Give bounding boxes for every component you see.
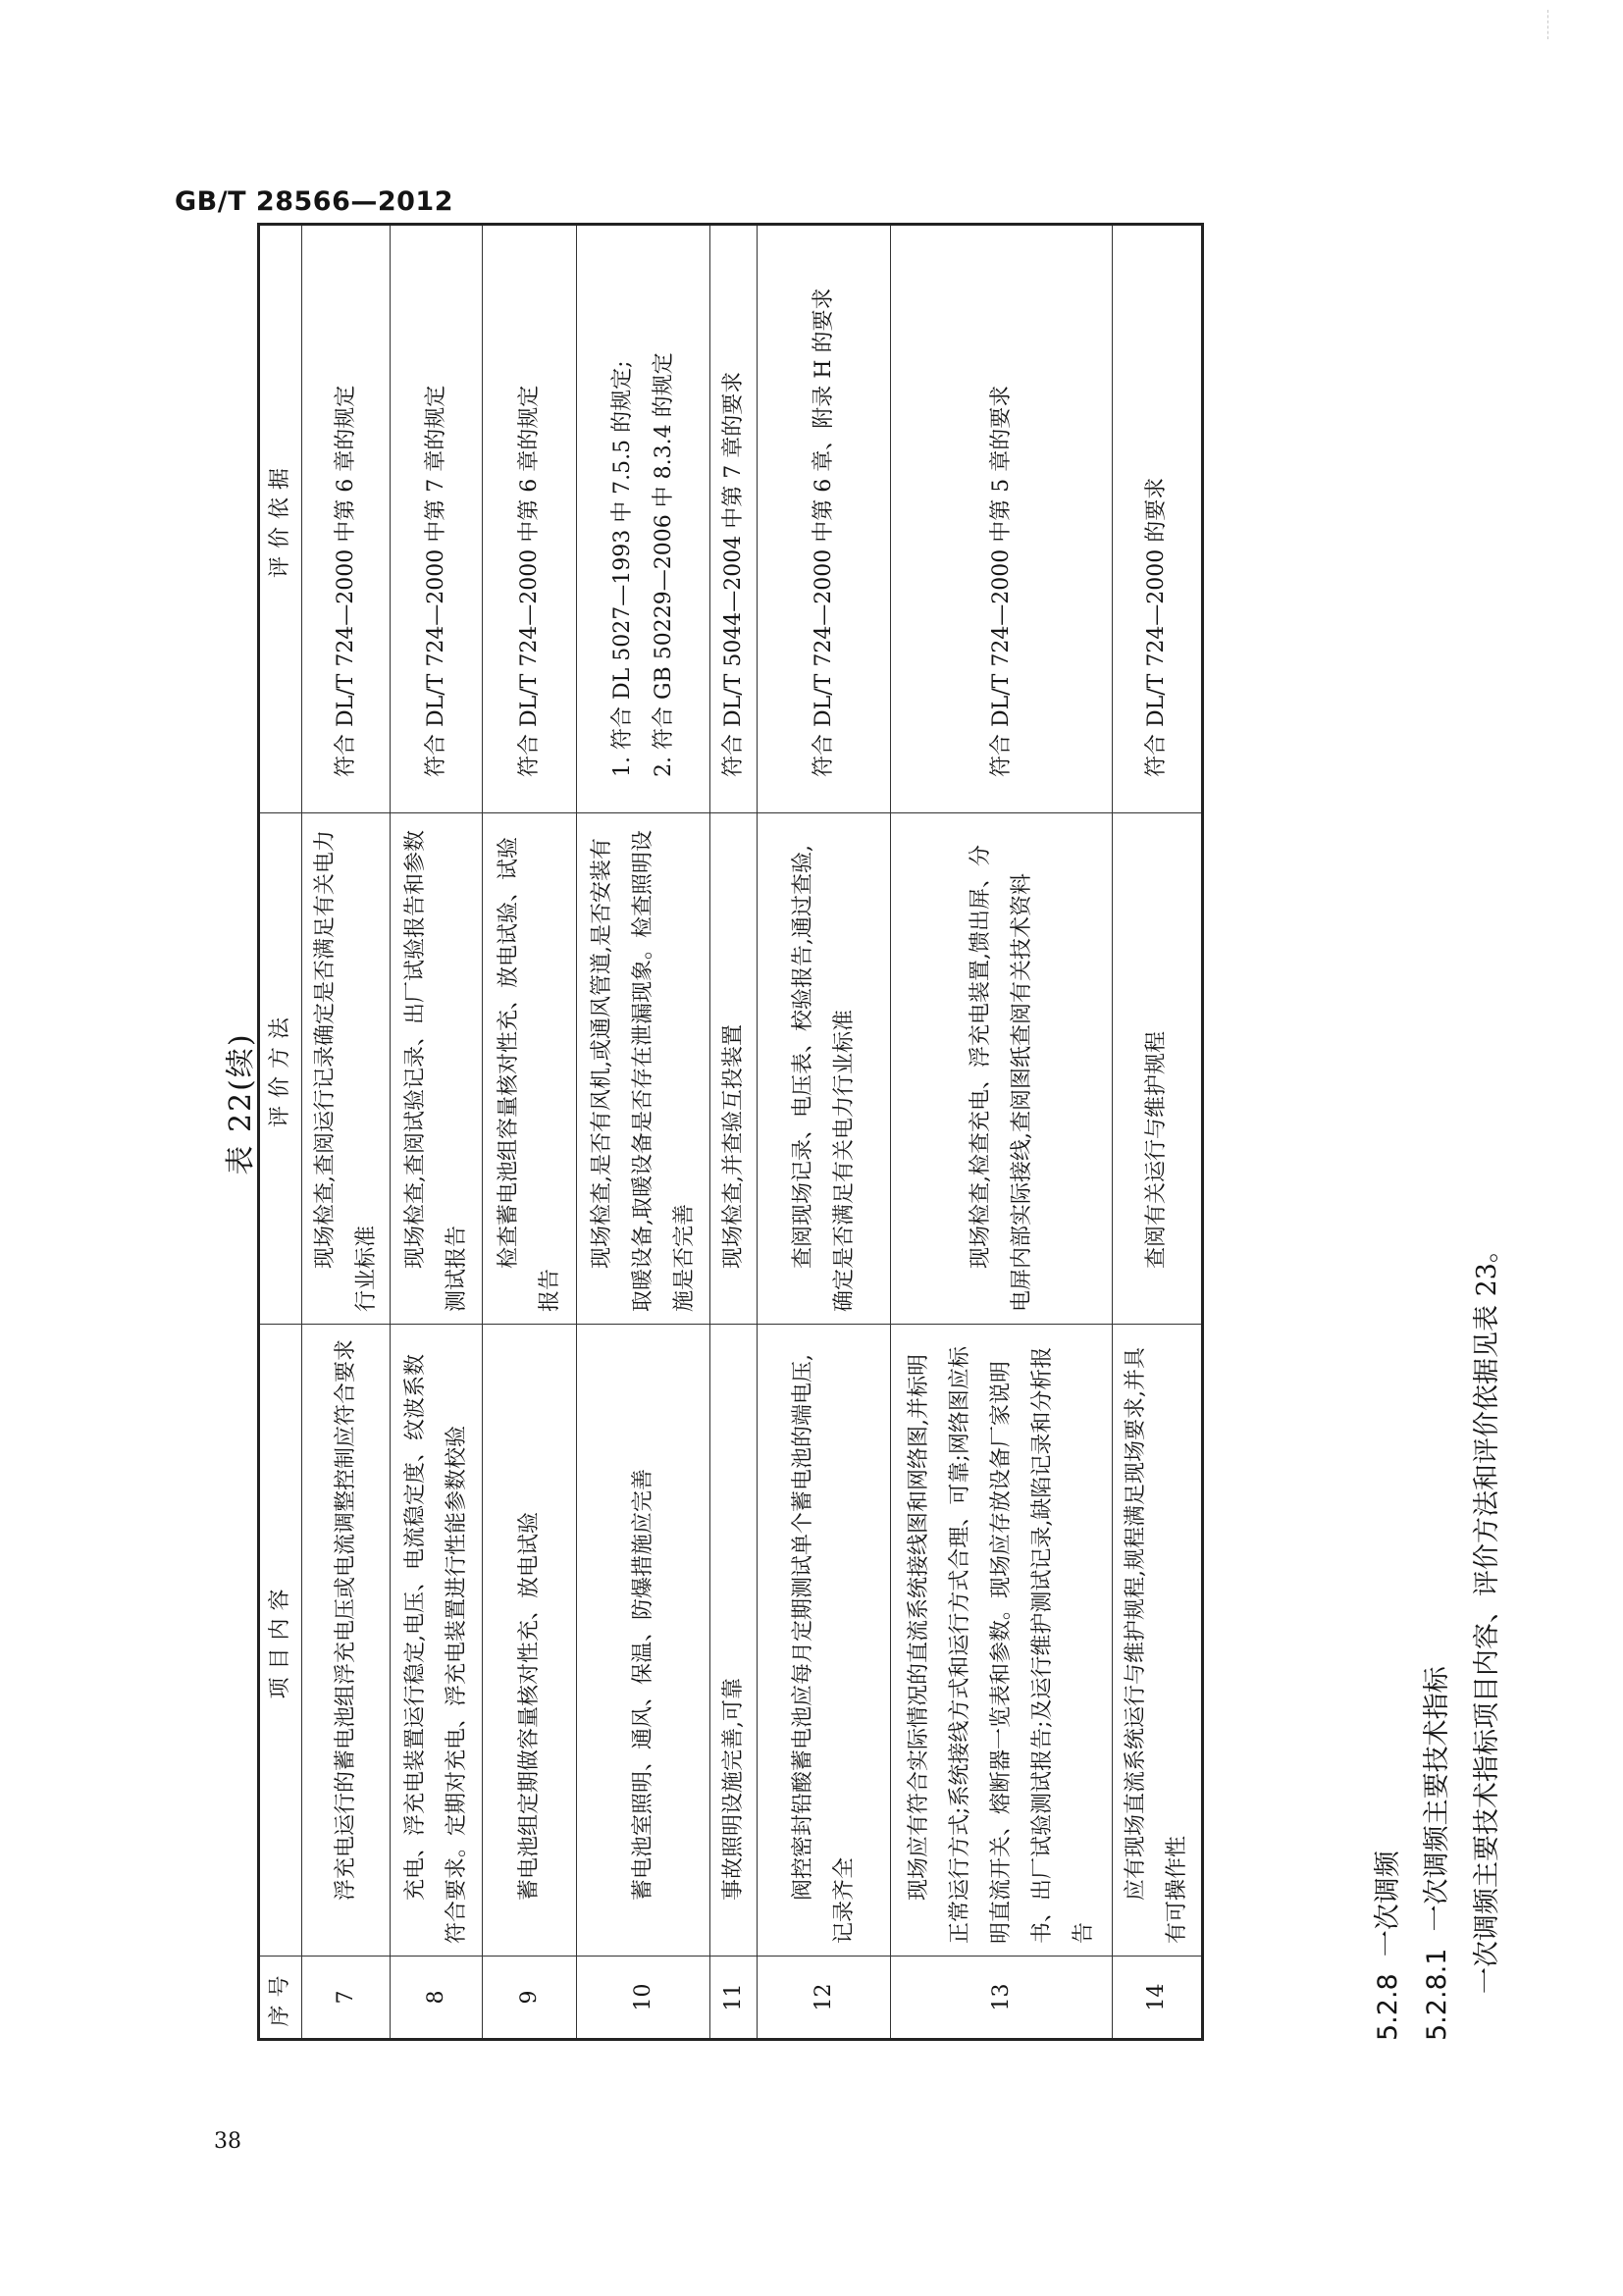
basis-line: 符合 DL/T 724—2000 中第 6 章的规定 bbox=[333, 385, 358, 777]
row-basis bbox=[577, 225, 710, 813]
row-basis bbox=[758, 225, 891, 813]
table-row bbox=[391, 225, 483, 2040]
row-method: 现场检查,查阅运行记录确定是否满足有关电力行业标准 bbox=[302, 813, 391, 1325]
standard-code: GB/T 28566—2012 bbox=[175, 186, 453, 217]
row-number: 9 bbox=[483, 1957, 577, 2040]
row-content: 应有现场直流系统运行与维护规程,规程满足现场要求,并具有可操作性 bbox=[1113, 1325, 1203, 1957]
row-content: 现场应有符合实际情况的直流系统接线图和网络图,并标明正常运行方式;系统接线方式和运行方式合理、可靠;网络图应标明直流开关、熔断器一览表和参数。现场应存放设备厂家说明书、出厂试验测试报告;及运行维护测试记录,缺陷记录和分析报告 bbox=[891, 1325, 1113, 1957]
row-content: 阀控密封铅酸蓄电池应每月定期测试单个蓄电池的端电压,记录齐全 bbox=[758, 1325, 891, 1957]
row-basis bbox=[1113, 225, 1203, 813]
row-basis bbox=[891, 225, 1113, 813]
row-number: 10 bbox=[577, 1957, 710, 2040]
row-method: 现场检查,检查充电、浮充电装置,馈出屏、分电屏内部实际接线,查阅图纸查阅有关技术资料 bbox=[891, 813, 1113, 1325]
row-method: 现场检查,并查验互投装置 bbox=[710, 813, 758, 1325]
row-number: 12 bbox=[758, 1957, 891, 2040]
basis-line: 符合 DL/T 724—2000 中第 5 章的要求 bbox=[988, 385, 1014, 777]
row-basis bbox=[710, 225, 758, 813]
col-header-method: 评价方法 bbox=[259, 813, 302, 1325]
table-row bbox=[758, 225, 891, 2040]
row-basis bbox=[483, 225, 577, 813]
basis-line: 符合 DL/T 724—2000 的要求 bbox=[1144, 477, 1169, 777]
basis-line: 符合 DL/T 724—2000 中第 6 章的规定 bbox=[516, 385, 542, 777]
row-number: 13 bbox=[891, 1957, 1113, 2040]
table-row bbox=[891, 225, 1113, 2040]
row-number: 7 bbox=[302, 1957, 391, 2040]
col-header-content: 项目内容 bbox=[259, 1325, 302, 1957]
row-number: 14 bbox=[1113, 1957, 1203, 2040]
row-basis bbox=[391, 225, 483, 813]
section-heading-5-2-8 bbox=[1366, 1851, 1404, 2041]
row-basis bbox=[302, 225, 391, 813]
row-number: 8 bbox=[391, 1957, 483, 2040]
row-method: 现场检查,是否有风机,或通风管道,是否安装有取暖设备,取暖设备是否存在泄漏现象。检查照明设施是否完善 bbox=[577, 813, 710, 1325]
col-header-number: 序号 bbox=[259, 1957, 302, 2040]
row-method: 查阅现场记录、电压表、校验报告,通过查验,确定是否满足有关电力行业标准 bbox=[758, 813, 891, 1325]
row-content: 蓄电池组定期做容量核对性充、放电试验 bbox=[483, 1325, 577, 1957]
row-method: 现场检查,查阅试验记录、出厂试验报告和参数测试报告 bbox=[391, 813, 483, 1325]
row-method: 查阅有关运行与维护规程 bbox=[1113, 813, 1203, 1325]
table-row bbox=[302, 225, 391, 2040]
basis-line: 符合 DL/T 5044—2004 中第 7 章的要求 bbox=[720, 371, 746, 777]
row-content: 蓄电池室照明、通风、保温、防爆措施应完善 bbox=[577, 1325, 710, 1957]
section-title: 一次调频 bbox=[1373, 1851, 1403, 1957]
table-row bbox=[577, 225, 710, 2040]
table-caption: 表 22(续) bbox=[224, 1032, 258, 1175]
table-row bbox=[1113, 225, 1203, 2040]
row-content: 事故照明设施完善,可靠 bbox=[710, 1325, 758, 1957]
row-content: 充电、浮充电装置运行稳定,电压、电流稳定度、纹波系数符合要求。定期对充电、浮充电装置进行性能参数校验 bbox=[391, 1325, 483, 1957]
evaluation-table bbox=[257, 223, 1204, 2041]
row-number: 11 bbox=[710, 1957, 758, 2040]
section-title: 一次调频主要技术指标 bbox=[1422, 1666, 1452, 1932]
table-row bbox=[483, 225, 577, 2040]
row-content: 浮充电运行的蓄电池组浮充电压或电流调整控制应符合要求 bbox=[302, 1325, 391, 1957]
table-row bbox=[710, 225, 758, 2040]
basis-line: 1. 符合 DL 5027—1993 中 7.5.5 的规定; bbox=[609, 360, 635, 777]
col-header-basis: 评价依据 bbox=[259, 225, 302, 813]
page-number: 38 bbox=[214, 2129, 241, 2154]
rotated-content bbox=[206, 147, 1502, 2061]
table-header-row bbox=[259, 225, 302, 2040]
basis-line: 符合 DL/T 724—2000 中第 6 章、附录 H 的要求 bbox=[811, 287, 836, 777]
section-number: 5.2.8.1 bbox=[1422, 1948, 1452, 2041]
body-paragraph: 一次调频主要技术指标项目内容、评价方法和评价依据见表 23。 bbox=[1472, 1236, 1502, 1994]
basis-line: 2. 符合 GB 50229—2006 中 8.3.4 的规定 bbox=[651, 352, 676, 777]
row-method: 检查蓄电池组容量核对性充、放电试验、试验报告 bbox=[483, 813, 577, 1325]
section-heading-5-2-8-1 bbox=[1415, 1666, 1453, 2041]
basis-line: 符合 DL/T 724—2000 中第 7 章的规定 bbox=[423, 385, 448, 777]
margin-mark bbox=[1547, 10, 1549, 39]
section-number: 5.2.8 bbox=[1373, 1973, 1403, 2041]
